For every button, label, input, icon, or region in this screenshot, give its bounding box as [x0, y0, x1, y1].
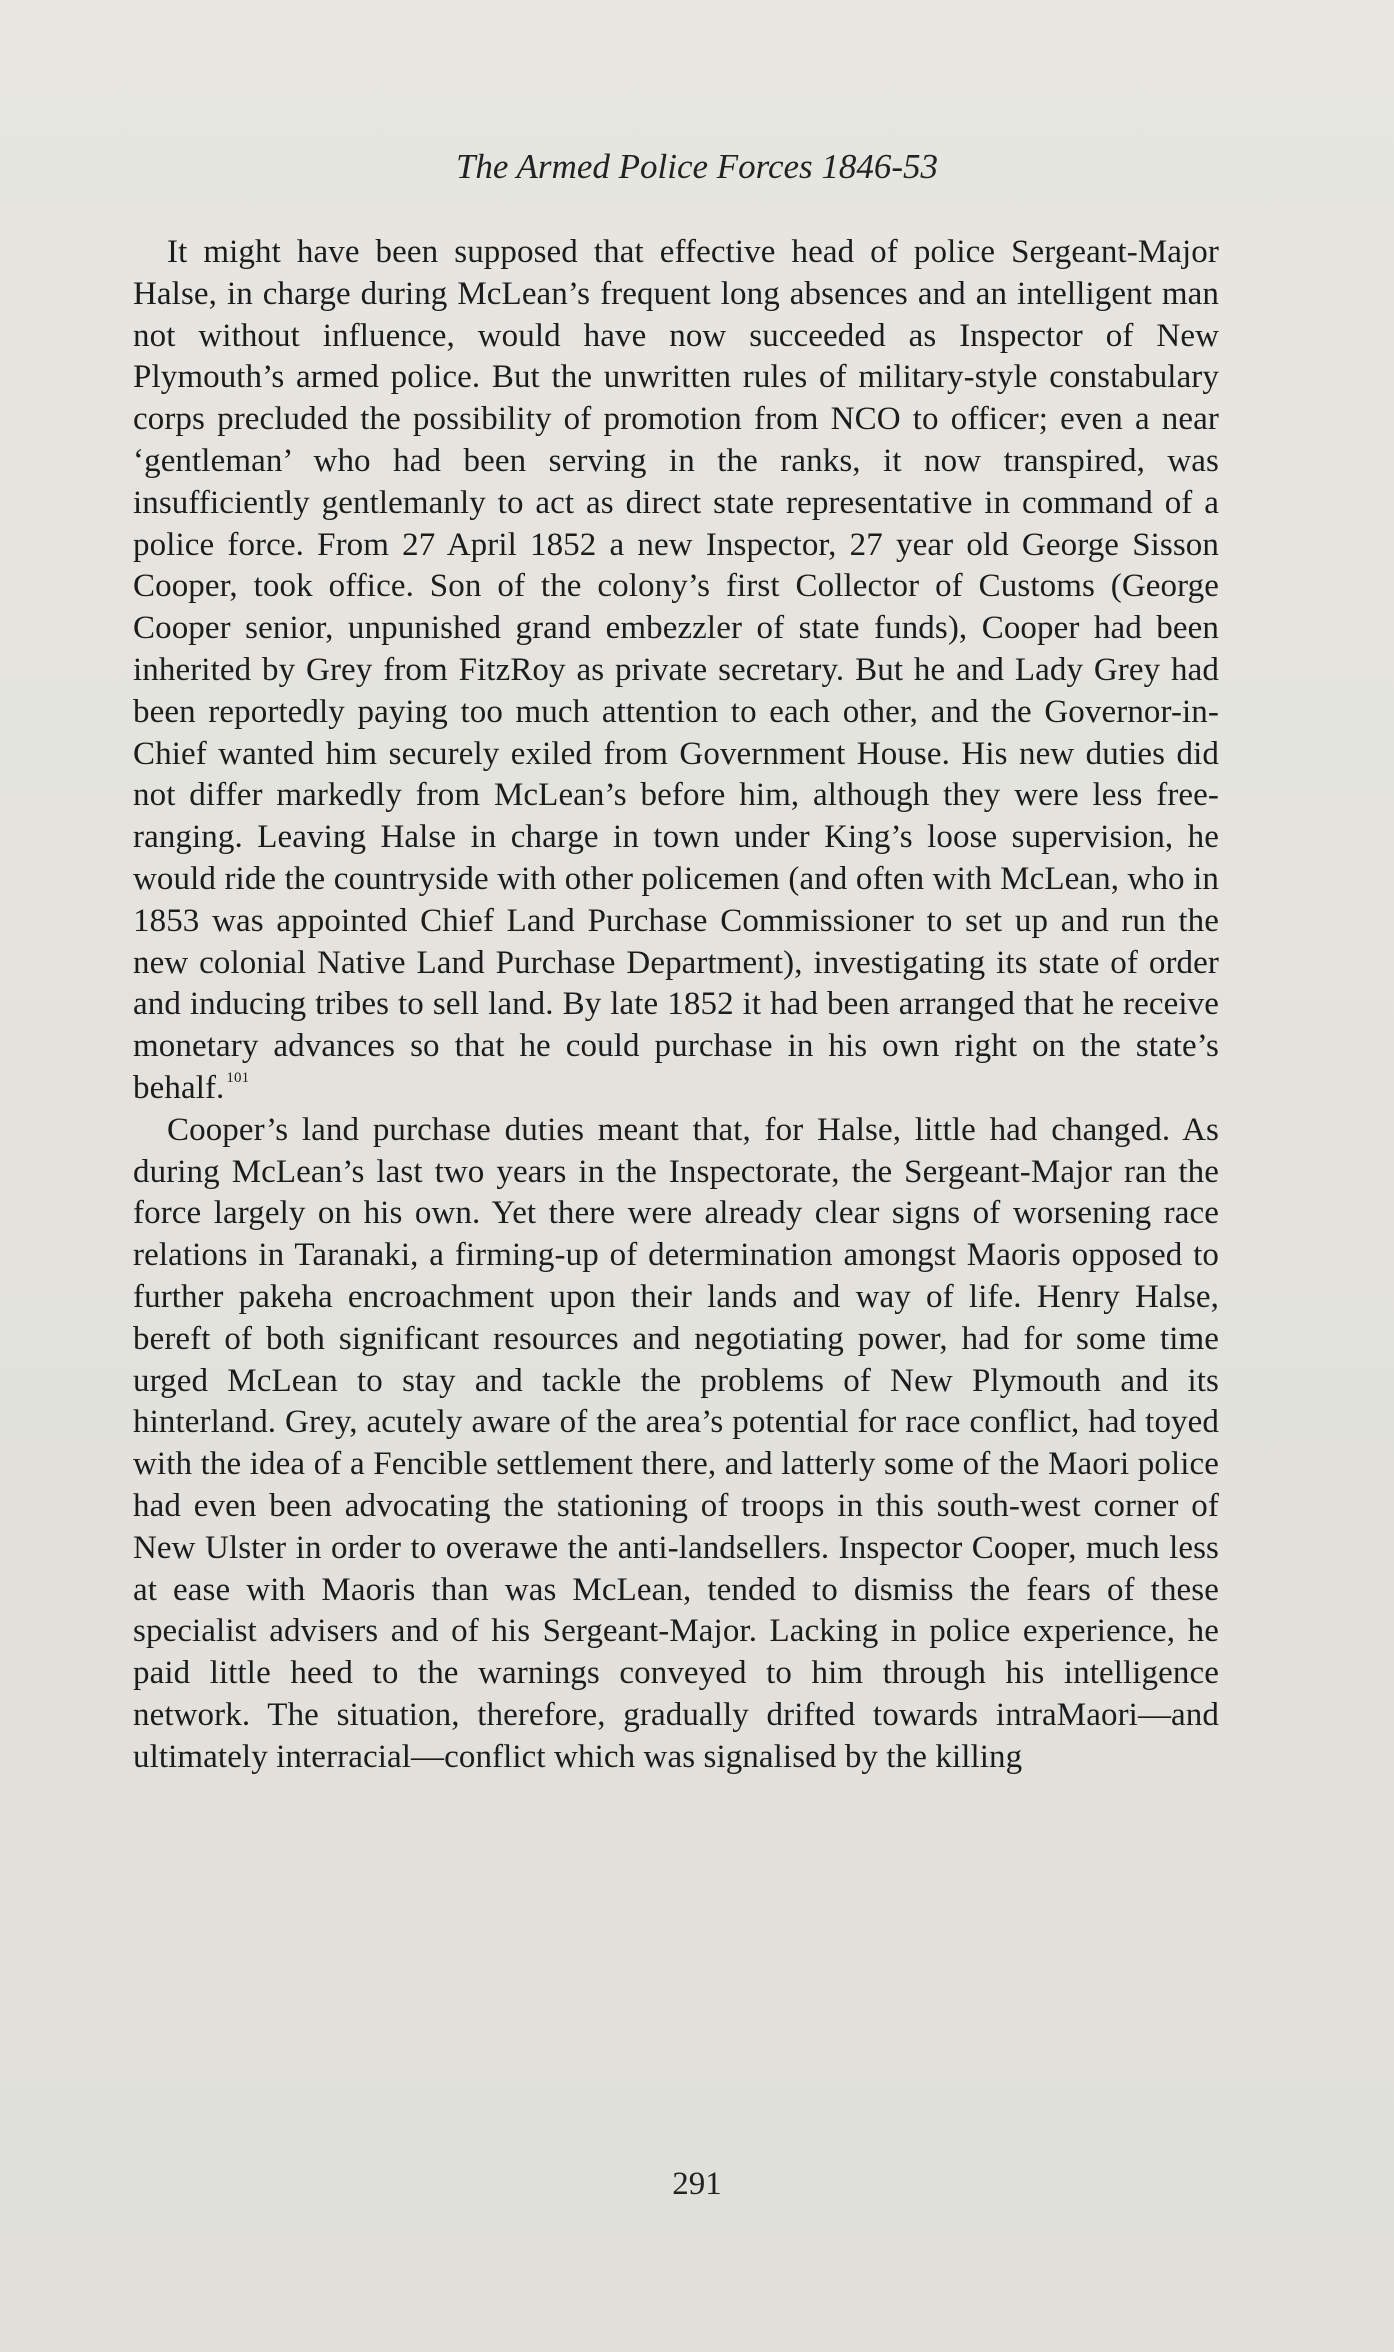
- paragraph-2: [133, 1110, 1219, 1779]
- page-number: 291: [672, 2166, 722, 2202]
- footnote-marker: 101: [226, 1069, 250, 1086]
- paragraph-1-text: It might have been supposed that effective head of police Sergeant-Major Halse, in charge during McLean’s frequent long absences and an intelligent man not without influence, would have now succeeded as Inspector of New Plymouth’s armed police. But the unwritten rules of military-style constabulary corps precluded the possibility of promotion from NCO to officer; even a near ‘gentleman’ who had been serving in the ranks, it now transpired, was insufficiently gentlemanly to act as direct state representative in command of a police force. From 27 April 1852 a new Inspector, 27 year old George Sisson Cooper, took office. Son of the colony’s first Collector of Customs (George Cooper senior, unpunished grand embezzler of state funds), Cooper had been inherited by Grey from FitzRoy as private secretary. But he and Lady Grey had been reportedly paying too much attention to each other, and the Governor-in-Chief wanted him securely exiled from Government House. His new duties did not differ markedly from McLean’s before him, although they were less free-ranging. Leaving Halse in charge in town under King’s loose supervision, he would ride the countryside with other policemen (and often with McLean, who in 1853 was appointed Chief Land Purchase Commissioner to set up and run the new colonial Native Land Purchase Department), investigating its state of order and inducing tribes to sell land. By late 1852 it had been arranged that he receive monetary advances so that he could purchase in his own right on the state’s behalf.: [133, 234, 1219, 1106]
- running-head: The Armed Police Forces 1846-53: [455, 147, 939, 186]
- paragraph-2-text: Cooper’s land purchase duties meant that, for Halse, little had changed. As during McLean’s last two years in the Inspectorate, the Sergeant-Major ran the force largely on his own. Yet there were already clear signs of worsening race relations in Taranaki, a firming-up of determination amongst Maoris opposed to further pakeha encroachment upon their lands and way of life. Henry Halse, bereft of both significant resources and negotiating power, had for some time urged McLean to stay and tackle the problems of New Plymouth and its hinterland. Grey, acutely aware of the area’s potential for race conflict, had toyed with the idea of a Fencible settlement there, and latterly some of the Maori police had even been advocating the stationing of troops in this south-west corner of New Ulster in order to overawe the anti-landsellers. Inspector Cooper, much less at ease with Maoris than was McLean, tended to dismiss the fears of these specialist advisers and of his Sergeant-Major. Lacking in police experience, he paid little heed to the warnings conveyed to him through his intelligence network. The situation, therefore, gradually drifted towards intraMaori—and ultimately interracial—conflict which was signalised by the killing: [133, 1111, 1219, 1775]
- paragraph-1: [133, 232, 1219, 1110]
- body-text: [133, 232, 1219, 1778]
